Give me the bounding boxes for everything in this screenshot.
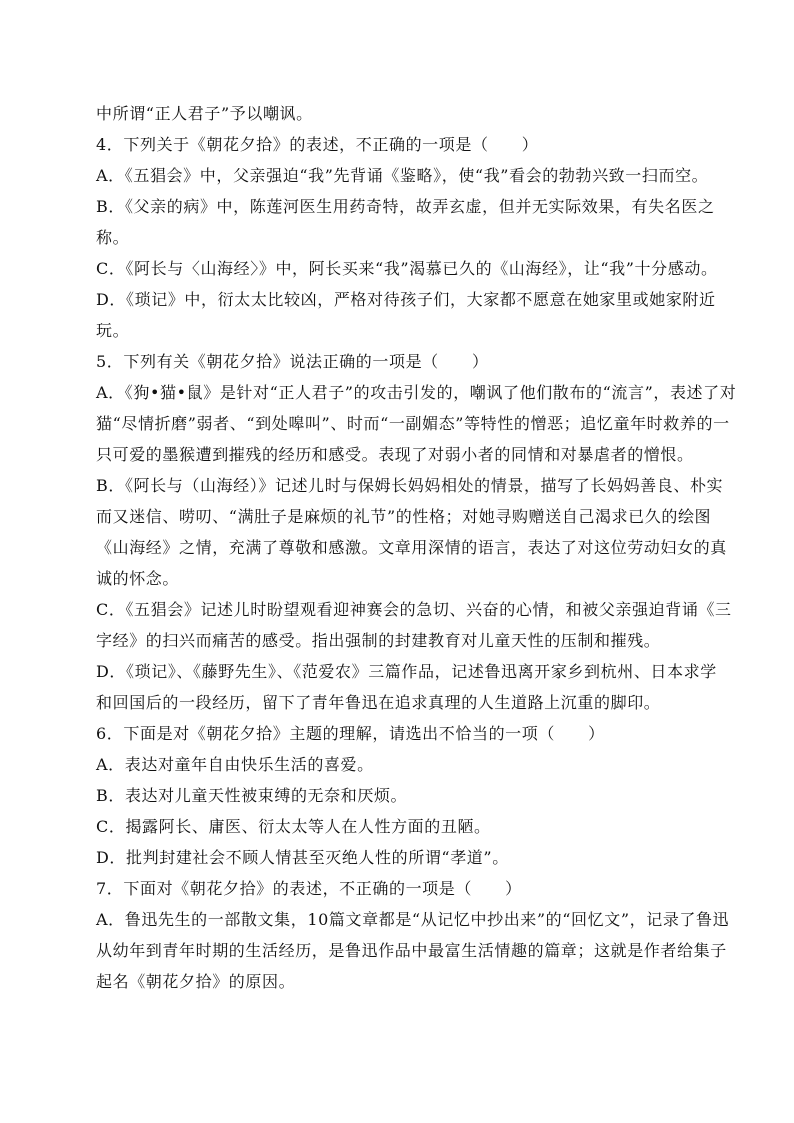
text-line: 6．下面是对《朝花夕拾》主题的理解，请选出不恰当的一项（ ） [96,724,605,743]
text-line: 只可爱的墨猴遭到摧残的经历和感受。表现了对弱小者的同情和对暴虐者的憎恨。 [96,445,694,464]
text-line: 从幼年到青年时期的生活经历，是鲁迅作品中最富生活情趣的篇章；这就是作者给集子 [96,941,727,960]
text-line: A．表达对童年自由快乐生活的喜爱。 [96,755,374,774]
text-line: C．《阿长与〈山海经〉》中，阿长买来“我”渴慕已久的《山海经》，让“我”十分感动。 [96,259,718,278]
text-line: 称。 [96,228,130,247]
text-line: A．《狗•猫•鼠》是针对“正人君子”的攻击引发的，嘲讽了他们散布的“流言”，表述了对 [96,383,737,402]
text-line: D．《琐记》中，衍太太比较凶，严格对待孩子们，大家都不愿意在她家里或她家附近 [96,290,716,309]
text-line: 7．下面对《朝花夕拾》的表述，不正确的一项是（ ） [96,879,522,898]
text-line: 5．下列有关《朝花夕拾》说法正确的一项是（ ） [96,352,489,371]
text-line: 而又迷信、唠叨、“满肚子是麻烦的礼节”的性格；对她寻购赠送自己渴求已久的绘图 [96,507,712,526]
text-line: A．鲁迅先生的一部散文集，10篇文章都是“从记忆中抄出来”的“回忆文”，记录了鲁迅 [96,910,730,929]
text-line: D．《琐记》、《藤野先生》、《范爱农》三篇作品，记述鲁迅离开家乡到杭州、日本求学 [96,662,717,681]
document-page [96,98,737,997]
text-line: 玩。 [96,321,130,340]
text-line: B．表达对儿童天性被束缚的无奈和厌烦。 [96,786,408,805]
text-line: 中所谓“正人君子”予以嘲讽。 [96,104,313,123]
text-line: 起名《朝花夕拾》的原因。 [96,972,296,991]
text-line: D．批判封建社会不顾人情甚至灭绝人性的所谓“孝道”。 [96,848,509,867]
text-line: A．《五猖会》中，父亲强迫“我”先背诵《鉴略》，使“我”看会的勃勃兴致一扫而空。 [96,166,709,185]
text-line: 和回国后的一段经历，留下了青年鲁迅在追求真理的人生道路上沉重的脚印。 [96,693,661,712]
text-line: 字经》的扫兴而痛苦的感受。指出强制的封建教育对儿童天性的压制和摧残。 [96,631,661,650]
text-line: C．《五猖会》记述儿时盼望观看迎神赛会的急切、兴奋的心情，和被父亲强迫背诵《三 [96,600,732,619]
text-line: 《山海经》之情，充满了尊敬和感激。文章用深情的语言，表达了对这位劳动妇女的真 [96,538,727,557]
text-line: B．《父亲的病》中，陈莲河医生用药奇特，故弄玄虚，但并无实际效果，有失名医之 [96,197,715,216]
text-line: 诚的怀念。 [96,569,180,588]
text-line: B．《阿长与（山海经）》记述儿时与保姆长妈妈相处的情景，描写了长妈妈善良、朴实 [96,476,724,495]
text-line: 猫“尽情折磨”弱者、“到处嗥叫”、时而“一副媚态”等特性的憎恶；追忆童年时救养的一 [96,414,730,433]
text-line: 4．下列关于《朝花夕拾》的表述，不正确的一项是（ ） [96,135,539,154]
text-line: C．揭露阿长、庸医、衍太太等人在人性方面的丑陋。 [96,817,491,836]
